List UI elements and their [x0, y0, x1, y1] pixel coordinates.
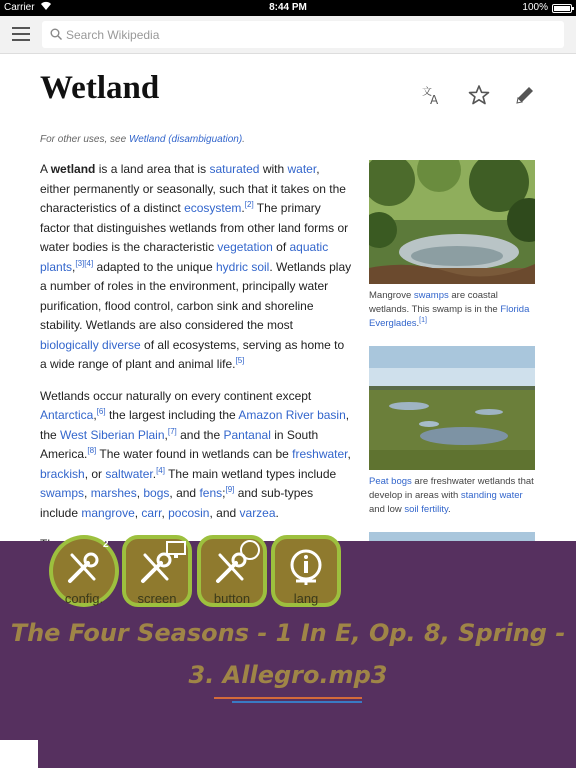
text: are coastal wetlands. This swamp is in the [369, 290, 501, 315]
text: and the [176, 427, 224, 442]
link-hydric-soil[interactable]: hydric soil [215, 259, 270, 274]
search-input[interactable] [66, 21, 546, 48]
monitor-icon [166, 541, 186, 559]
button-button-label: button [213, 591, 251, 606]
mangrove-swamp-image[interactable] [369, 160, 535, 284]
link-pocosin[interactable]: pocosin [168, 505, 210, 520]
ref-link[interactable]: [5] [235, 356, 245, 365]
hatnote [40, 134, 245, 145]
text: is a land area that is [95, 162, 210, 176]
disambiguation-link[interactable]: Wetland (disambiguation) [128, 134, 243, 145]
link-antarctica[interactable]: Antarctica [40, 408, 94, 422]
svg-text:A: A [430, 93, 439, 106]
figure-peat-bog [369, 346, 535, 517]
globe-info-icon [286, 547, 326, 587]
text: are freshwater wetlands that develop in areas with [369, 476, 534, 501]
text: The water found in wetlands can be [96, 447, 293, 461]
text: and sub-types include [40, 486, 314, 520]
corner-marker [0, 740, 38, 768]
figure-mangrove-swamp [369, 160, 535, 331]
wrench-screwdriver-icon [64, 547, 104, 587]
carrier-label: Carrier [4, 2, 35, 13]
page-title: Wetland [40, 70, 160, 106]
button-button[interactable] [197, 535, 267, 607]
link-water[interactable]: water [287, 162, 317, 176]
link-saturated[interactable]: saturated [209, 162, 260, 176]
link-pantanal[interactable]: Pantanal [223, 427, 271, 442]
link-west-siberian-plain[interactable]: West Siberian Plain [60, 427, 165, 442]
text: Wetlands occur naturally on every continent except [40, 388, 312, 403]
text: in South America. [40, 427, 319, 461]
link-swamps[interactable]: swamps [413, 290, 449, 301]
menu-icon[interactable] [12, 27, 30, 41]
figure-caption [369, 475, 535, 517]
link-biodiversity[interactable]: biologically diverse [40, 337, 141, 352]
text: with [259, 162, 288, 176]
link-carr[interactable]: carr [141, 505, 162, 520]
text: , [84, 486, 91, 500]
hatnote-text: For other uses, see [40, 134, 129, 145]
config-button[interactable] [49, 535, 119, 607]
text: , the [40, 408, 350, 442]
text: . [448, 504, 451, 515]
link-amazon[interactable]: Amazon River basin [238, 408, 346, 422]
status-bar [0, 0, 576, 16]
ref-link[interactable]: [8] [87, 446, 97, 455]
star-icon[interactable] [468, 84, 490, 106]
lang-button[interactable] [271, 535, 341, 607]
text: the largest including the [105, 408, 239, 422]
text: , or [84, 466, 106, 481]
circle-icon [239, 539, 261, 561]
search-box[interactable] [42, 21, 564, 48]
link-florida-everglades[interactable]: Florida Everglades [369, 304, 530, 329]
text: , [136, 486, 144, 500]
text: , [161, 505, 169, 520]
text: ; [222, 486, 226, 500]
clock: 8:44 PM [269, 2, 307, 13]
paragraph-1: A wetland is a land area that is saturated with water, either permanently or seasonally, such that it takes on the characteristics of a distinct ecosystem.[2] The primary factor that distinguishes wetlands from other land forms or water bodies is the characteristic vegetation of aquatic plants,[3][4] adapted to the unique hydric soil. Wetlands play a number of roles in the environment, principally water purification, flood control, carbon sink and shoreline stability. Wetlands are also considered the most biologically diverse of all ecosystems, serving as home to a wide range of plant and animal life.[5] [40, 162, 352, 371]
link-aquatic-plants[interactable]: aquatic plants [40, 240, 329, 274]
search-icon [50, 28, 62, 40]
lang-button-label: lang [293, 591, 319, 606]
link-soil-fertility[interactable]: soil fertility [404, 504, 449, 515]
text: A [40, 162, 51, 176]
link-varzea[interactable]: varzea [239, 505, 276, 520]
config-button-label: config. [64, 591, 104, 606]
ref-link[interactable]: [2] [244, 200, 254, 209]
link-mangrove[interactable]: mangrove [81, 505, 135, 520]
config-badge: 2 [103, 539, 109, 550]
text: . [416, 318, 420, 329]
link-fens[interactable]: fens [199, 486, 223, 500]
link-freshwater[interactable]: freshwater [292, 447, 348, 461]
link-saltwater[interactable]: saltwater [105, 466, 153, 481]
app-header [0, 16, 576, 54]
text: The primary factor that distinguishes wetlands from other land forms or water bodies is the characteristic [40, 201, 349, 254]
figure-third-image[interactable] [369, 532, 535, 541]
progress-line-blue [232, 701, 362, 703]
ref-link[interactable]: [4] [84, 258, 94, 268]
link-swamps[interactable]: swamps [40, 486, 85, 500]
text: of all ecosystems, serving as home to a wide range of plant and animal life. [40, 337, 345, 371]
ref-link[interactable]: [6] [96, 407, 106, 416]
bold-term: wetland [50, 162, 96, 176]
ref-link[interactable]: [4] [156, 465, 165, 475]
progress-line-orange [214, 697, 362, 699]
paragraph-2: Wetlands occur naturally on every continent except Antarctica,[6] the largest including the Amazon River basin, the West Siberian Plain,[7] and the Pantanal in South America.[8] The water found in wetlands can be freshwater, brackish, or saltwater.[4] The main wetland types include swamps, marshes, bogs, and fens;[9] and sub-types include mangrove, carr, pocosin, and varzea. [40, 388, 351, 520]
screen-button[interactable] [122, 535, 192, 607]
translate-icon[interactable] [421, 84, 443, 106]
text: , [134, 505, 142, 520]
text: , and [169, 486, 200, 500]
text: adapted to the unique [93, 259, 216, 274]
ref-link[interactable]: [9] [225, 485, 235, 494]
link-brackish[interactable]: brackish [40, 466, 85, 481]
text: and low [369, 504, 405, 515]
link-ecosystem[interactable]: ecosystem [184, 201, 242, 215]
text: The main wetland types include [164, 466, 337, 481]
text: , and [209, 505, 240, 520]
edit-pencil-icon[interactable] [514, 84, 536, 106]
text: of [272, 240, 290, 254]
link-bogs[interactable]: bogs [143, 486, 170, 500]
link-marshes[interactable]: marshes [90, 486, 137, 500]
ref-link[interactable]: [3] [75, 258, 85, 268]
ref-link[interactable]: [7] [167, 426, 177, 436]
link-vegetation[interactable]: vegetation [217, 240, 273, 254]
battery-percentage: 100% [522, 2, 548, 13]
link-standing-water[interactable]: standing water [460, 490, 523, 501]
ref-link[interactable]: [1] [419, 316, 427, 324]
screen-button-label: screen [137, 591, 177, 606]
text: , either permanently or seasonally, such that it takes on the characteristics of a distinct [40, 162, 346, 215]
text: , [347, 447, 351, 461]
svg-text:文: 文 [422, 87, 432, 98]
text: Mangrove [369, 290, 414, 301]
peat-bog-image[interactable] [369, 346, 535, 470]
figure-caption [369, 289, 535, 331]
article-body [40, 160, 352, 567]
battery-icon [552, 4, 572, 13]
text: . Wetlands play a number of roles in the environment, principally water purification, flood control, carbon sink and shoreline stability. Wetlands are also considered the most [40, 259, 352, 332]
text: . [275, 505, 279, 520]
now-playing-title: The Four Seasons - 1 In E, Op. 8, Spring - 3. Allegro.mp3 [10, 619, 566, 689]
link-peat-bogs[interactable]: Peat bogs [369, 476, 412, 487]
hatnote-suffix: . [242, 134, 245, 145]
